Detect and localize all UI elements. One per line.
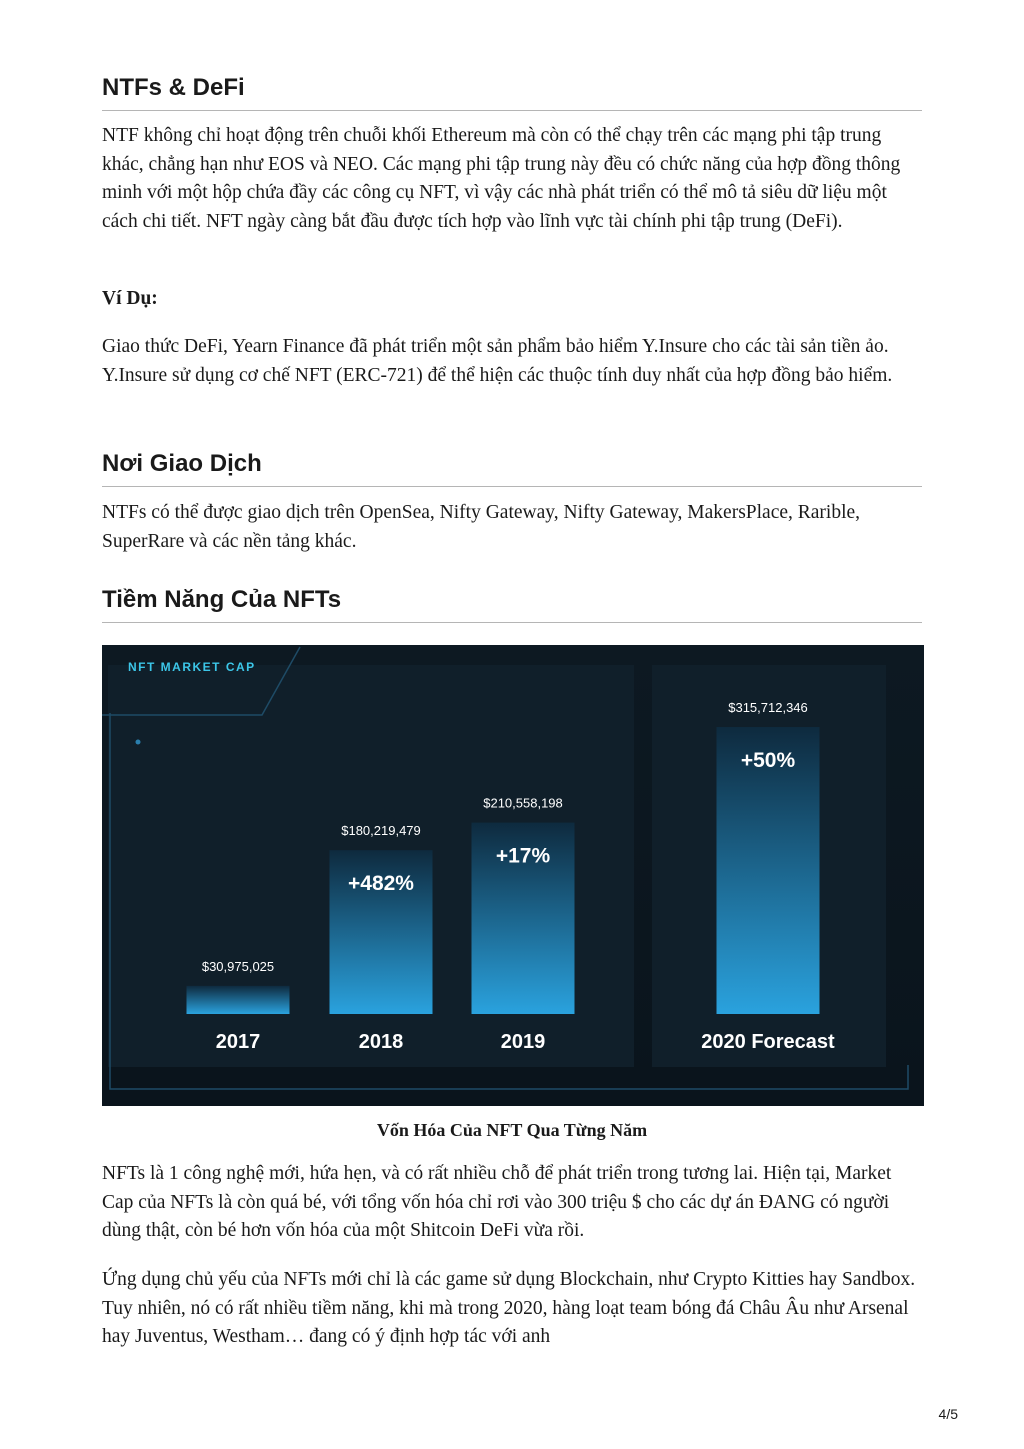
- bar-value-label: $180,219,479: [341, 823, 421, 839]
- bar-growth-label: +482%: [348, 872, 414, 896]
- page-number: 4/5: [938, 1406, 958, 1422]
- bar-value-label: $30,975,025: [201, 958, 275, 974]
- bar-value-label: $210,558,198: [483, 795, 563, 811]
- section-heading-trading: Nơi Giao Dịch: [102, 450, 922, 487]
- x-tick-label: 2019: [500, 1031, 546, 1053]
- chart-title: NFT MARKET CAP: [128, 660, 256, 674]
- bar-value-label: $315,712,346: [728, 699, 808, 715]
- x-tick-label: 2020 Forecast: [701, 1031, 835, 1053]
- chart-caption: Vốn Hóa Của NFT Qua Từng Năm: [376, 1120, 648, 1140]
- example-label: Ví Dụ:: [102, 288, 158, 309]
- x-tick-label: 2017: [215, 1031, 261, 1053]
- paragraph-potential-1: NFTs là 1 công nghệ mới, hứa hẹn, và có rất nhiều chỗ để phát triển trong tương lai. Hiện tại, Market Cap của NFTs là còn quá bé, với tổng vốn hóa chỉ rơi vào 300 triệu $ cho các dự án ĐANG có người dùng thật, còn bé hơn vốn hóa của một Shitcoin DeFi vừa rồi.: [102, 1163, 892, 1241]
- bar-growth-label: +50%: [740, 748, 796, 772]
- paragraph-example: Giao thức DeFi, Yearn Finance đã phát triển một sản phẩm bảo hiểm Y.Insure cho các tài sản tiền ảo. Y.Insure sử dụng cơ chế NFT (ERC-721) để thể hiện các thuộc tính duy nhất của hợp đồng bảo hiểm.: [102, 336, 893, 386]
- nft-market-cap-chart: [102, 645, 924, 1106]
- paragraph-defi: NTF không chỉ hoạt động trên chuỗi khối Ethereum mà còn có thể chạy trên các mạng phi tập trung khác, chẳng hạn như EOS và NEO. Các mạng phi tập trung này đều có chức năng của hợp đồng thông minh với một hộp chứa đầy các công cụ NFT, vì vậy các nhà phát triển có thể mô tả siêu dữ liệu một cách chi tiết. NFT ngày càng bắt đầu được tích hợp vào lĩnh vực tài chính phi tập trung (DeFi).: [102, 125, 901, 232]
- decor-dot: [136, 740, 141, 745]
- bar-2017: [187, 986, 290, 1014]
- section-heading-defi: NTFs & DeFi: [102, 74, 922, 111]
- paragraph-trading: NTFs có thể được giao dịch trên OpenSea, Nifty Gateway, Nifty Gateway, MakersPlace, Rarible, SuperRare và các nền tảng khác.: [102, 502, 861, 552]
- x-tick-label: 2018: [358, 1031, 404, 1053]
- section-heading-potential: Tiềm Năng Của NFTs: [102, 586, 922, 623]
- paragraph-potential-2: Ứng dụng chủ yếu của NFTs mới chỉ là các game sử dụng Blockchain, như Crypto Kitties hay Sandbox. Tuy nhiên, nó có rất nhiều tiềm năng, khi mà trong 2020, hàng loạt team bóng đá Châu Âu như Arsenal hay Juventus, Westham… đang có ý định hợp tác với anh: [102, 1269, 916, 1347]
- bar-growth-label: +17%: [495, 844, 551, 868]
